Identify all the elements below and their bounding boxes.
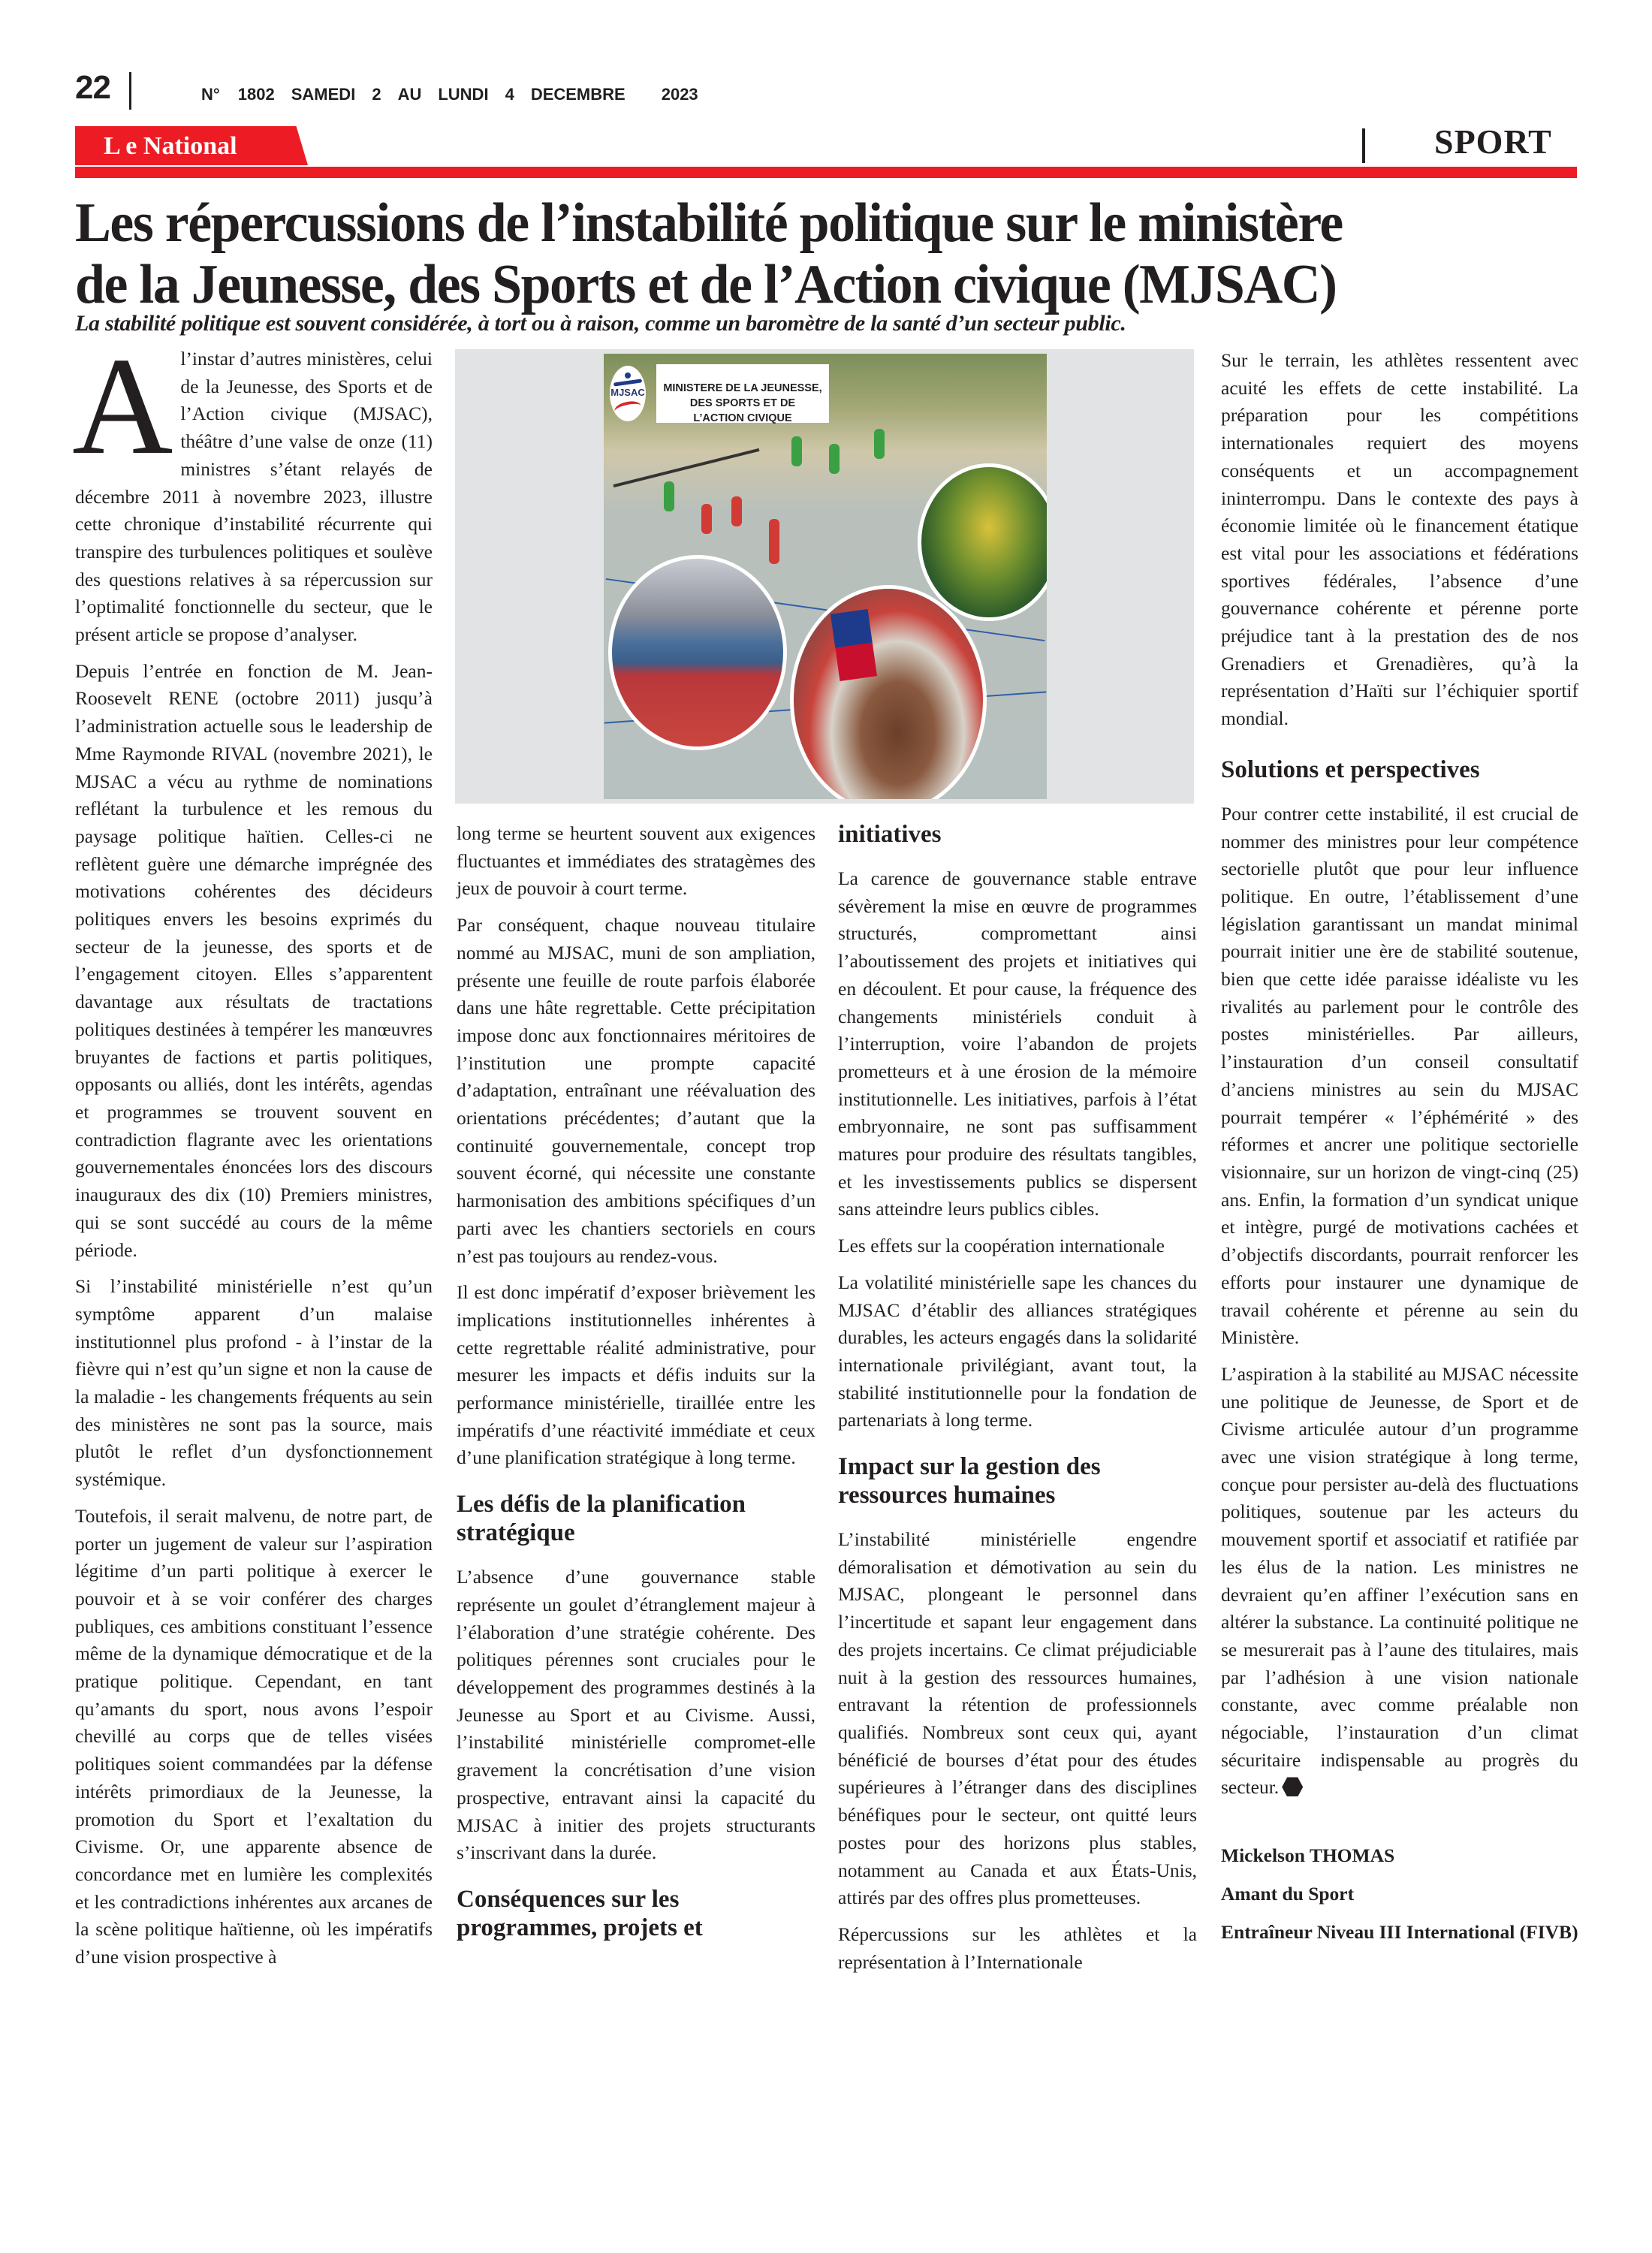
player <box>829 444 840 474</box>
drop-cap: A <box>72 329 173 484</box>
subheading: Les défis de la planification stratégique <box>457 1491 746 1547</box>
player <box>664 481 674 511</box>
inset-protester <box>790 585 987 799</box>
subheading: Conséquences sur les programmes, projets et <box>457 1885 703 1941</box>
player <box>701 504 712 534</box>
issue-month: DECEMBRE <box>530 85 626 104</box>
issue-weekday-end: LUNDI <box>438 85 489 104</box>
section-divider <box>1362 128 1365 163</box>
banner-text: MINISTERE DE LA JEUNESSE, DES SPORTS ET DE L’ACTION CIVIQUE <box>663 382 822 424</box>
page-number: 22 <box>75 69 110 106</box>
author-name: Mickelson THOMAS <box>1221 1844 1395 1867</box>
issue-dateline <box>201 85 715 104</box>
column-4 <box>1221 347 1578 1956</box>
hexagon-end-mark-icon <box>1282 1777 1303 1796</box>
issue-day-start: 2 <box>372 85 381 104</box>
column-1 <box>72 329 433 1980</box>
paragraph: Al’instar d’autres ministères, celui de la Jeunesse, des Sports et de l’Action civique (MJSAC), théâtre d’une valse de onze (11) ministres s’étant relayés de décembre 2011 à novembre 2023, illustre cette chronique d’instabilité récurrente qui transpire des turbulences politiques et soulève des questions relatives à sa répercussion sur l’optimalité fonctionnelle du secteur, que le présent article se propose d’analyser. <box>72 329 433 646</box>
ministry-banner <box>656 364 829 423</box>
author-credential: Entraîneur Niveau III International (FIVB) <box>1221 1920 1578 1943</box>
paragraph: L’aspiration à la stabilité au MJSAC nécessite une politique de Jeunesse, de Sport et de Civisme articulée autour d’un programme avec une vision stratégique à long terme, conçue pour persister au-delà des fluctuations politiques, soutenue par les acteurs du mouvement sportif et associatif et ratifiée par les élus de la nation. Les ministres ne devraient qu’en affiner l’exécution sans en altérer la substance. La continuité politique ne se mesurerait pas à l’aune des titulaires, mais par l’adhésion à une vision nationale constante, avec comme préalable non négociable, l’instauration d’un climat sécuritaire indispensable au progrès du secteur. <box>1221 1362 1578 1799</box>
constitution-book <box>831 609 877 681</box>
paragraph: Sur le terrain, les athlètes ressentent avec acuité les effets de cette instabilité. La préparation pour les compétitions internationales requiert des moyens conséquents et un accompagnement ininterrompu. Dans le contexte des pays à économie limitée où le financement étatique est vital pour les associations et fédérations sportives fédérales, l’absence d’une gouvernance cohérente et pérenne porte préjudice tant à la prestation des de nos Grenadiers et Grenadières, qu’à la représentation d’Haïti sur l’échiquier sportif mondial. <box>1221 349 1578 730</box>
author-signature <box>1221 1842 1578 1946</box>
photo-collage <box>604 354 1047 799</box>
paragraph: La volatilité ministérielle sape les chances du MJSAC d’établir des alliances stratégiques durables, les acteurs engagés dans la solidarité internationale privilégiant, avant tout, la stabilité institutionnelle pour la fondation de partenariats à long terme. <box>838 1271 1197 1431</box>
paragraph: Depuis l’entrée en fonction de M. Jean-Roosevelt RENE (octobre 2011) jusqu’à l’administration actuelle sous le leadership de Mme Raymonde RIVAL (novembre 2021), le MJSAC a vécu au rythme de nominations reflétant la turbulence et les remous du paysage politique haïtien. Celles-ci ne reflètent guère une démarche imprégnée des motivations cohérentes des décideurs politiques envers les besoins exprimés du secteur de la jeunesse, des sports et de l’engagement citoyen. Elles s’apparentent davantage aux résultats de tractations politiques destinées à tempérer les manœuvres bruyantes de factions et partis politiques, opposants ou alliés, dont les intérêts, agendas et programmes se trouvent souvent en contradiction flagrante avec les orientations gouvernementales énoncées lors des discours inauguraux des dix (10) Premiers ministres, qui se sont succédé au cours de la même période. <box>75 659 433 1261</box>
issue-au: AU <box>397 85 422 104</box>
article-photo <box>455 349 1194 804</box>
paragraph: Toutefois, il serait malvenu, de notre part, de porter un jugement de valeur sur l’aspiration légitime d’un parti politique à exercer le pouvoir et à se voir conférer des charges publiques, ces ambitions constituant l’essence même de la dynamique démocratique et de la pratique politique. Cependant, en tant qu’amants du sport, nous avons l’espoir chevillé au corps que de telles visées politiques soient commandées par la défense intérêts primordiaux de la Jeunesse, la promotion du Sport et l’exaltation du Civisme. Or, une apparente absence de concordance met en lumière les complexités et les contradictions inhérentes aux arcanes de la scène politique haïtienne, où les impératifs d’une vision prospective à <box>75 1504 433 1968</box>
author-title: Amant du Sport <box>1221 1882 1355 1905</box>
issue-day-end: 4 <box>505 85 514 104</box>
article-headline <box>75 192 1569 315</box>
headline-line-2: de la Jeunesse, des Sports et de l’Action civique (MJSAC) <box>75 254 1337 315</box>
page-number-divider <box>129 72 131 110</box>
player <box>874 429 885 459</box>
issue-year: 2023 <box>661 85 698 104</box>
player <box>791 436 802 466</box>
logo-red-swoosh <box>613 399 643 418</box>
player <box>769 519 779 564</box>
logo-text: MJSAC <box>610 387 645 398</box>
subheading-continued: initiatives <box>838 821 942 848</box>
header-rule <box>75 167 1577 178</box>
column-3 <box>838 820 1197 1985</box>
volleyball-net <box>613 448 759 487</box>
mjsac-logo <box>610 366 646 421</box>
issue-number: N° 1802 <box>201 85 275 104</box>
issue-weekday-start: SAMEDI <box>291 85 356 104</box>
player <box>731 496 742 526</box>
subheading: Solutions et perspectives <box>1221 756 1480 783</box>
subheading: Impact sur la gestion des ressources humaines <box>838 1453 1101 1510</box>
inset-gymnasium <box>608 555 787 750</box>
logo-blue-swoosh <box>613 379 642 386</box>
paragraph: long terme se heurtent souvent aux exigences fluctuantes et immédiates des stratagèmes des jeux de pouvoir à court terme. <box>457 822 815 900</box>
publication-name: L e National <box>104 132 237 160</box>
paragraph: Par conséquent, chaque nouveau titulaire nommé au MJSAC, muni de son ampliation, présente une feuille de route parfois élaborée dans une hâte regrettable. Cette précipitation impose donc aux fonctionnaires méritoires de l’institution une prompte capacité d’adaptation, entraînant une réévaluation des orientations précédentes; d’autant que la continuité gouvernementale, concept trop souvent écorné, qui nécessite une constante harmonisation des ambitions spécifiques d’un parti avec les chantiers sectoriels en cours n’est pas toujours au rendez-vous. <box>457 914 815 1267</box>
section-label: SPORT <box>1434 122 1552 161</box>
inset-football-team <box>918 463 1047 621</box>
logo-figure-head <box>625 372 631 379</box>
headline-line-1: Les répercussions de l’instabilité politique sur le ministère <box>75 192 1343 254</box>
article-deck: La stabilité politique est souvent considérée, à tort ou à raison, comme un baromètre de la santé d’un secteur public. <box>75 311 1126 336</box>
paragraph: Il est donc impératif d’exposer brièvement les implications institutionnelles inhérentes à cette regrettable réalité administrative, pour mesurer les impacts et défis induits sur la performance ministérielle, tiraillée entre les impératifs d’une réactivité immédiate et ceux d’une planification stratégique à long terme. <box>457 1281 815 1469</box>
paragraph: L’instabilité ministérielle engendre démoralisation et démotivation au sein du MJSAC, plongeant le personnel dans l’incertitude et sapant leur engagement dans des projets incertains. Ce climat préjudiciable nuit à la gestion des ressources humaines, entravant la rétention de professionnels qualifiés. Nombreux sont ceux qui, ayant bénéficié de bourses d’état pour des études supérieures à l’étranger dans des disciplines bénéfiques pour le secteur, ont quitté leurs postes pour des horizons plus stables, notamment au Canada et aux États-Unis, attirés par des offres plus prometteuses. <box>838 1528 1197 1909</box>
paragraph: Pour contrer cette instabilité, il est crucial de nommer des ministres pour leur compétence sectorielle plutôt que pour leur influence politique. En outre, l’établissement d’une législation garantissant un mandat minimal pourrait initier une ère de stabilité soutenue, bien que cette idée paraisse idéaliste vu les rivalités au parlement pour le contrôle des postes ministérielles. Par ailleurs, l’instauration d’un conseil consultatif d’anciens ministres au sein du MJSAC pourrait tempérer « l’éphémérité » des réformes et ancrer une politique sectorielle visionnaire, sur un horizon de vingt-cinq (25) ans. Enfin, la formation d’un syndicat unique et intègre, purgé de motivations cachées et d’objectifs discordants, pourrait renforcer les efforts pour instaurer une dynamique de travail cohérente et pérenne au sein du Ministère. <box>1221 802 1578 1349</box>
paragraph: Si l’instabilité ministérielle n’est qu’un symptôme apparent d’un malaise institutionnel plus profond - à l’instar de la fièvre qui n’est qu’un signe et non la cause de la maladie - les changements fréquents au sein des ministères ne sont pas la source, mais plutôt le reflet d’un dysfonctionnement systémique. <box>75 1275 433 1491</box>
plain-subheading: Répercussions sur les athlètes et la représentation à l’Internationale <box>838 1923 1197 1973</box>
paragraph: L’absence d’une gouvernance stable représente un goulet d’étranglement majeur à l’élaboration d’une stratégie cohérente. Des politiques pérennes sont cruciales pour le développement des programmes destinés à la Jeunesse au Sport et au Civisme. Aussi, l’instabilité ministérielle compromet-elle gravement la concrétisation d’une vision prospective, entravant ainsi la capacité du MJSAC à initier des projets structurants s’inscrivant dans la durée. <box>457 1566 815 1864</box>
plain-subheading: Les effets sur la coopération internationale <box>838 1235 1165 1257</box>
column-2 <box>457 820 815 1959</box>
paragraph: La carence de gouvernance stable entrave sévèrement la mise en œuvre de programmes structurés, compromettant ainsi l’aboutissement des projets et initiatives qui en découlent. Et pour cause, la fréquence des changements ministériels conduit à l’interruption, voire l’abandon de projets prometteurs et à une érosion de la mémoire institutionnelle. Les initiatives, parfois à l’état embryonnaire, ne sont pas suffisamment matures pour produire des résultats tangibles, et les investissements publics se dispersent sans atteindre leurs publics cibles. <box>838 867 1197 1220</box>
